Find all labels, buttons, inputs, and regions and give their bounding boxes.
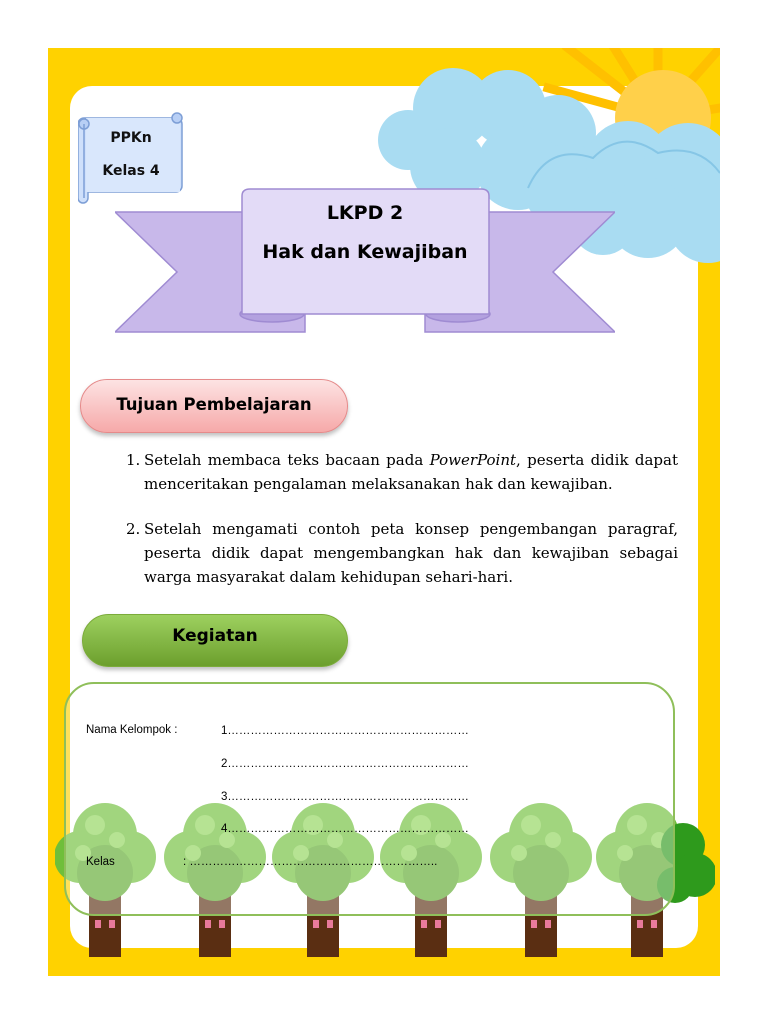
goal-number: 2.	[126, 520, 141, 538]
goal-number: 1.	[126, 451, 141, 469]
activity-heading: Kegiatan	[172, 626, 258, 646]
title-banner	[115, 186, 615, 336]
goal-item	[122, 517, 678, 589]
class-label: Kelas	[86, 856, 115, 868]
goals-list	[122, 448, 678, 610]
goal-text-italic: PowerPoint	[429, 451, 517, 469]
group-name-label: Nama Kelompok :	[86, 724, 178, 736]
subject-scroll	[78, 108, 184, 196]
class-value-line[interactable]: : ………………………………………………………..	[183, 856, 438, 868]
member-line-3[interactable]: 3………………………………………………………	[221, 791, 469, 803]
member-line-2[interactable]: 2………………………………………………………	[221, 758, 469, 770]
member-line-4[interactable]: 4………………………………………………………	[221, 823, 469, 835]
subject-name: PPKn	[110, 130, 152, 146]
worksheet-title: Hak dan Kewajiban	[262, 241, 468, 263]
activity-heading-pill	[82, 614, 348, 667]
goals-heading-pill	[80, 379, 348, 433]
goals-heading: Tujuan Pembelajaran	[116, 395, 312, 414]
class-level: Kelas 4	[102, 163, 160, 179]
goal-item	[122, 448, 678, 496]
goal-text: Setelah membaca teks bacaan pada	[144, 451, 430, 469]
goal-text-end: , peserta didik dapat menceritakan pengalaman melaksanakan hak dan kewajiban.	[144, 451, 678, 493]
goal-text: Setelah mengamati contoh peta konsep pengembangan paragraf, peserta didik dapat mengembangkan hak dan kewajiban sebagai warga masyarakat dalam kehidupan sehari-hari.	[144, 520, 678, 586]
worksheet-code: LKPD 2	[326, 202, 404, 224]
member-line-1[interactable]: 1………………………………………………………	[221, 725, 469, 737]
